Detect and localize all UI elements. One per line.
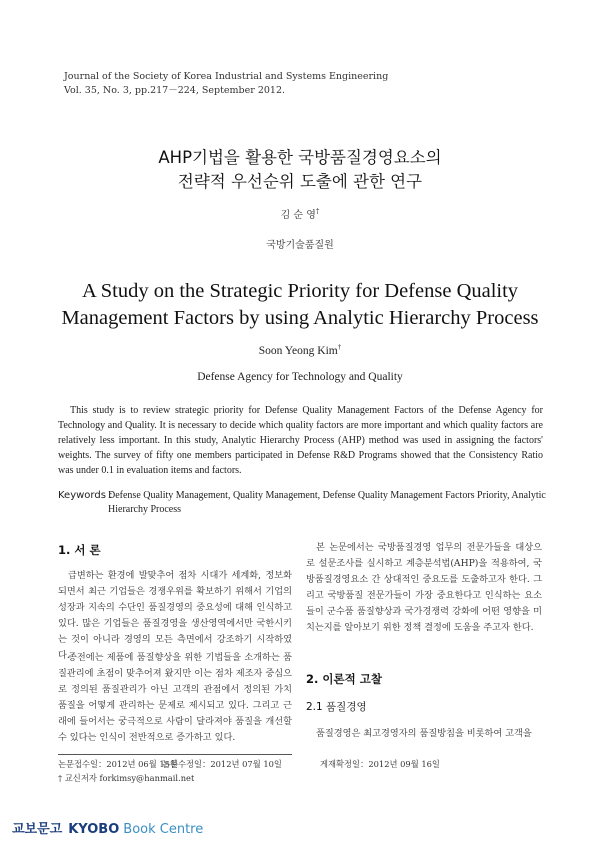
corresponding-author: † 교신저자 forkimsy@hanmail.net	[58, 773, 195, 783]
english-title-line1: A Study on the Strategic Priority for Defense Quality	[81, 280, 519, 302]
kyobo-logo	[12, 818, 203, 837]
keywords-label: Keywords :	[58, 490, 113, 501]
logo-suffix: Book Centre	[123, 822, 204, 837]
logo-english: KYOBO	[68, 822, 120, 837]
right-column-paragraph: 본 논문에서는 국방품질경영 업무의 전문가들을 대상으로 설문조사를 실시하고 계층분석법(AHP)을 적용하여, 국방품질경영요소 간 상대적인 중요도를 도출하고자 한다. 그리고 국방품질 전문가들이 가장 중요한다고 인식하는 요소들이 군수품 품질향상과 국가경쟁력 강화에 어떤 영향을 미치는지를 알아보기 위한 정책 결정에 도움을 주고자 한다.	[306, 542, 542, 633]
revised-date: 논문수정일：2012년 07월 10일	[162, 759, 282, 769]
korean-author-mark: †	[315, 207, 320, 216]
section1-heading: 1. 서 론	[58, 543, 101, 557]
received-date: 논문접수일：2012년 06월 15일	[58, 759, 178, 769]
journal-header	[64, 70, 388, 98]
abstract: This study is to review strategic priority for Defense Quality Management Factors of the Defense Agency for Technology and Quality. It is necessary to decide which quality factors are more important and which quality factors are relatively less important. In this study, Analytic Hierarchy Process (AHP) method was used in assigning the factors' weights. The survey of fifty one members participated in Defense R&D Programs showed that the Consistency Ratio was under 0.1 in evaluation items and factors.	[58, 405, 543, 476]
korean-author-name: 김 순 영	[280, 210, 316, 221]
logo-korean: 교보문고	[12, 822, 63, 837]
section2-heading: 2. 이론적 고찰	[306, 672, 382, 686]
english-author-mark: †	[337, 343, 342, 351]
section1-paragraph2: 종전에는 제품에 품질향상을 위한 기법들을 소개하는 품질관리에 초점이 맞추어져 왔지만 이는 점차 제조자 중심으로 정의된 품질관리가 아닌 고객의 관점에서 정의된 가치 품질을 어떻게 관리하는 문제로 제시되고 있다. 그리고 근래에 들어서는 궁극적으로 사람이 달라져야 품질을 개선할 수 있다는 인식이 전반적으로 증가하고 있다.	[58, 652, 292, 743]
accepted-date: 게재확정일：2012년 09월 16일	[320, 759, 440, 769]
english-author-name: Soon Yeong Kim	[258, 344, 338, 357]
english-affiliation: Defense Agency for Technology and Quality	[197, 371, 403, 383]
footnote-divider	[58, 754, 292, 755]
journal-name: Journal of the Society of Korea Industrial and Systems Engineering	[64, 71, 389, 82]
keywords-text: Defense Quality Management, Quality Management, Defense Quality Management Factors Priority, Analytic Hierarchy Process	[108, 490, 546, 515]
korean-affiliation: 국방기술품질원	[266, 240, 334, 251]
journal-volume: Vol. 35, No. 3, pp.217－224, September 2012.	[64, 85, 286, 96]
korean-author	[0, 206, 600, 221]
section1-paragraph1: 급변하는 환경에 발맞추어 점차 시대가 세계화, 정보화 되면서 최근 기업들은 경쟁우위를 확보하기 위해서 기업의 성장과 지속의 수단인 품질경영의 중요성에 대해 인식하고 있다. 많은 기업들은 품질경영을 생산영역에서만 국한시키는 것이 아니라 경영의 모든 측면에서 강조하기 시작하였다.	[58, 570, 292, 661]
korean-title-line1: AHP기법을 활용한 국방품질경영요소의	[158, 148, 442, 167]
english-title-line2: Management Factors by using Analytic Hierarchy Process	[61, 307, 539, 329]
subsection21-text: 품질경영은 최고경영자의 품질방침을 비롯하여 고객을	[316, 728, 532, 739]
korean-title-line2: 전략적 우선순위 도출에 관한 연구	[177, 172, 423, 191]
english-title	[0, 278, 600, 332]
english-author	[0, 343, 600, 357]
subsection21-heading: 2.1 품질경영	[306, 701, 367, 713]
footnote	[58, 758, 538, 790]
korean-title	[0, 146, 600, 194]
